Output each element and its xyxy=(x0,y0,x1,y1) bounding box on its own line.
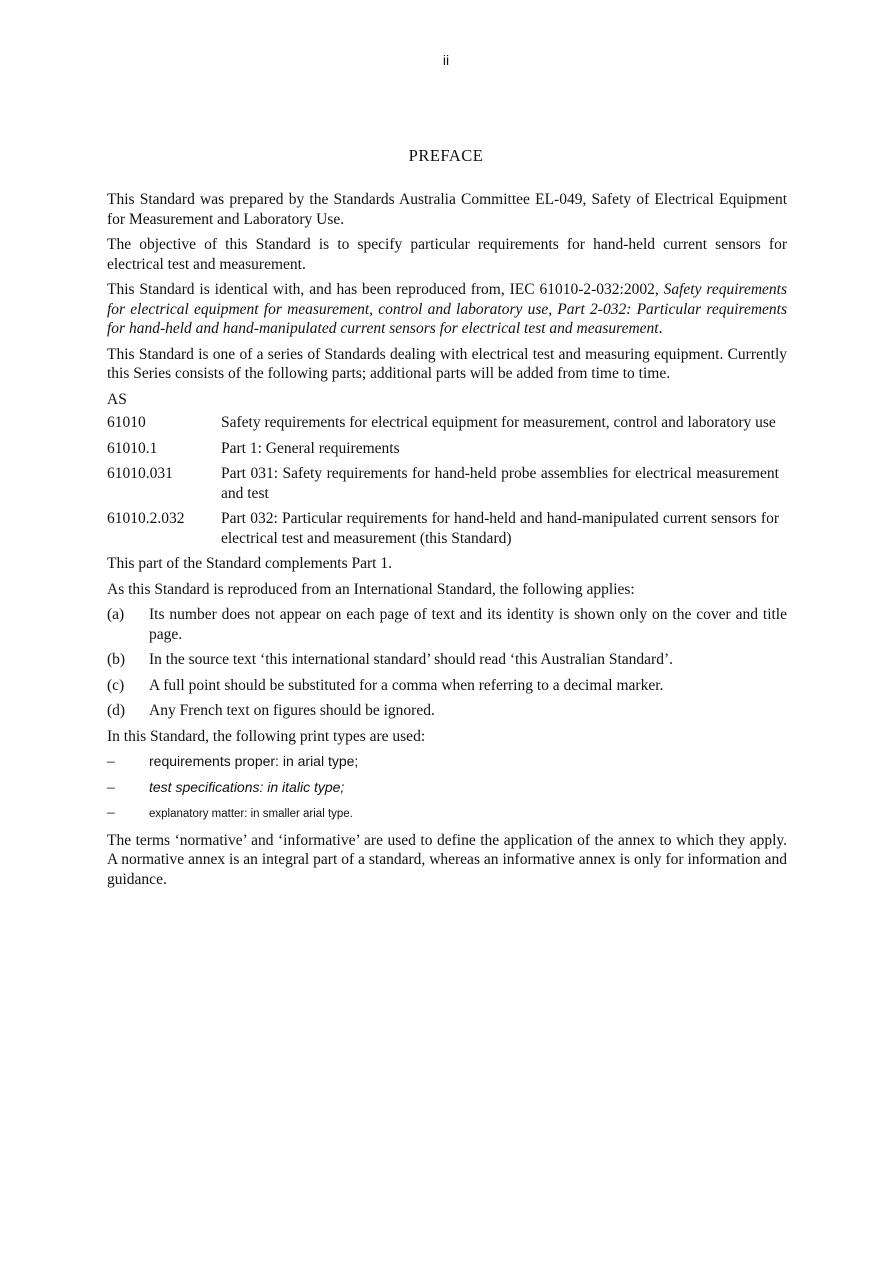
list-item xyxy=(107,701,787,721)
identical-lead: This Standard is identical with, and has been reproduced from, IEC 61010-2-032:2002, xyxy=(107,281,664,298)
page-title: PREFACE xyxy=(408,146,484,165)
preface-body xyxy=(107,190,787,895)
part-number: 61010.031 xyxy=(107,465,173,482)
list-item xyxy=(107,413,787,433)
paragraph-objective: The objective of this Standard is to specify particular requirements for hand-held current sensors for electrical test and measurement. xyxy=(107,236,787,273)
list-item xyxy=(107,464,787,503)
iec-title: Safety requirements for electrical equipment for measurement, control and laboratory use, Part 2-032: Particular requirements for hand-held and hand-manipulated current sensors for electrical test and measurement xyxy=(107,281,788,337)
dash-bullet: – xyxy=(107,778,115,796)
list-label: (d) xyxy=(107,702,126,719)
part-title: Safety requirements for electrical equipment for measurement, control and laboratory use xyxy=(221,414,776,431)
series-prefix: AS xyxy=(107,390,127,408)
paragraph-identical xyxy=(107,280,787,339)
list-item xyxy=(107,650,787,670)
dash-bullet: – xyxy=(107,753,115,770)
list-text: Any French text on figures should be ignored. xyxy=(149,702,435,719)
list-label: (a) xyxy=(107,606,125,623)
identical-end: . xyxy=(658,320,663,337)
page-number: ii xyxy=(442,52,450,68)
list-item xyxy=(107,509,787,548)
print-type-italic: test specifications: in italic type; xyxy=(149,778,345,795)
list-text: A full point should be substituted for a comma when referring to a decimal marker. xyxy=(149,676,664,694)
paragraph-series: This Standard is one of a series of Standards dealing with electrical test and measuring equipment. Currently this Series consists of the following parts; additional parts will be added from time to time. xyxy=(107,345,787,382)
list-label: (c) xyxy=(107,676,125,694)
list-text: In the source text ‘this international standard’ should read ‘this Australian Standard’. xyxy=(149,651,673,668)
list-item xyxy=(107,752,787,772)
list-item xyxy=(107,676,787,696)
print-types-list xyxy=(107,752,787,825)
part-number: 61010.1 xyxy=(107,439,158,457)
list-text: Its number does not appear on each page of text and its identity is shown only on the cover and title page. xyxy=(149,606,787,643)
dash-bullet: – xyxy=(107,804,115,821)
paragraph-applies: As this Standard is reproduced from an International Standard, the following applies: xyxy=(107,580,635,598)
part-title: Part 031: Safety requirements for hand-held probe assemblies for electrical measurement and test xyxy=(221,465,779,502)
paragraph-print-types: In this Standard, the following print types are used: xyxy=(107,727,426,745)
part-number: 61010 xyxy=(107,414,146,431)
paragraph-complements: This part of the Standard complements Part 1. xyxy=(107,555,392,572)
part-title: Part 032: Particular requirements for hand-held and hand-manipulated current sensors for electrical test and measurement (this Standard) xyxy=(221,510,779,547)
print-type-arial: requirements proper: in arial type; xyxy=(149,753,359,769)
part-number: 61010.2.032 xyxy=(107,510,185,527)
print-type-small-arial: explanatory matter: in smaller arial type. xyxy=(149,808,353,820)
applies-list xyxy=(107,605,787,721)
paragraph-committee: This Standard was prepared by the Standards Australia Committee EL-049, Safety of Electrical Equipment for Measurement and Laboratory Use. xyxy=(107,191,787,228)
list-item xyxy=(107,803,787,825)
list-item xyxy=(107,778,787,798)
list-item xyxy=(107,439,787,459)
parts-list xyxy=(107,413,787,548)
list-label: (b) xyxy=(107,651,126,668)
paragraph-normative: The terms ‘normative’ and ‘informative’ are used to define the application of the annex to which they apply. A normative annex is an integral part of a standard, whereas an informative annex is only for information and guidance. xyxy=(107,831,787,888)
list-item xyxy=(107,605,787,644)
part-title: Part 1: General requirements xyxy=(221,439,400,457)
